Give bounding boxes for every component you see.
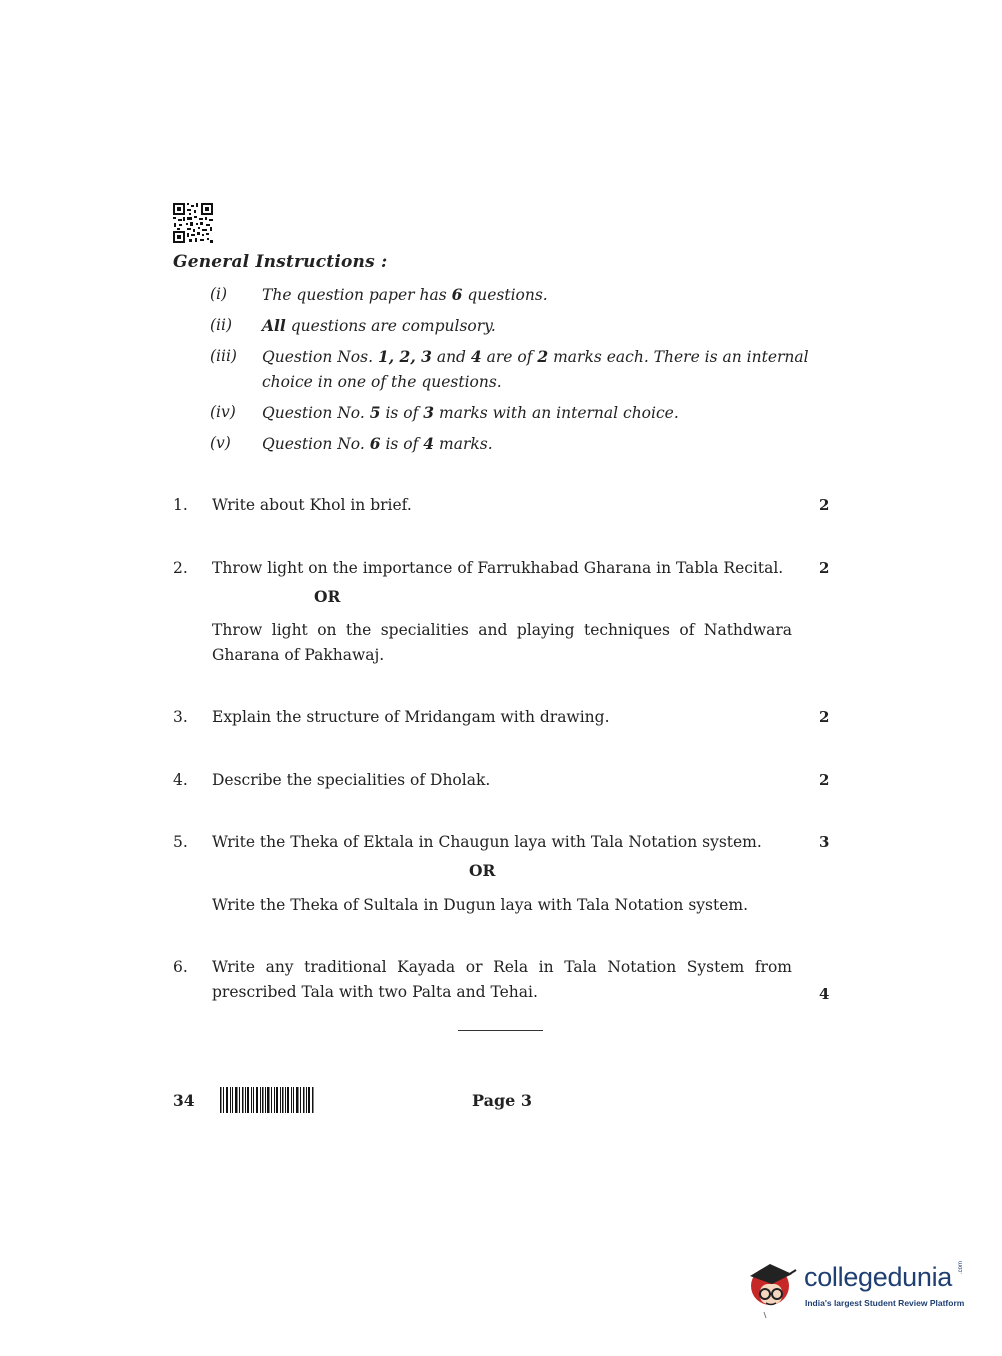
question-marks: 4 xyxy=(819,985,830,1003)
general-instructions-heading: General Instructions : xyxy=(173,252,388,272)
paper-code: 34 xyxy=(173,1091,195,1110)
emphasis-text: 6 xyxy=(451,285,463,304)
instruction-number: (i) xyxy=(210,285,228,303)
collegedunia-logo[interactable] xyxy=(742,1248,972,1320)
plain-text: Question Nos. xyxy=(262,348,378,366)
brand-tagline: India's largest Student Review Platform xyxy=(805,1298,965,1308)
end-of-paper-line xyxy=(458,1030,543,1031)
question-text: Explain the structure of Mridangam with drawing. xyxy=(212,708,610,726)
question-number: 4. xyxy=(173,771,188,789)
emphasis-text: 2 xyxy=(537,347,549,366)
question-number: 1. xyxy=(173,496,188,514)
question-number: 5. xyxy=(173,833,188,851)
emphasis-text: 1, 2, 3 xyxy=(377,347,432,366)
plain-text: questions are compulsory. xyxy=(285,317,496,335)
plain-text: and xyxy=(431,348,471,366)
page-number: Page 3 xyxy=(472,1091,533,1110)
or-separator: OR xyxy=(469,861,496,880)
emphasis-text: 6 xyxy=(369,434,381,453)
question-marks: 2 xyxy=(819,771,830,789)
question-number: 2. xyxy=(173,559,188,577)
instruction-text xyxy=(262,431,822,457)
question-text: Write about Khol in brief. xyxy=(212,496,412,514)
instruction-number: (iv) xyxy=(210,403,236,421)
plain-text: Question No. xyxy=(262,404,370,422)
question-number: 3. xyxy=(173,708,188,726)
question-alt-text: Write the Theka of Sultala in Dugun laya with Tala Notation system. xyxy=(212,896,749,914)
or-separator: OR xyxy=(314,587,341,606)
plain-text: marks. xyxy=(434,435,493,453)
plain-text: is of xyxy=(380,404,424,422)
question-text: Write the Theka of Ektala in Chaugun laya with Tala Notation system. xyxy=(212,833,762,851)
emphasis-text: 3 xyxy=(423,403,435,422)
question-text: Write any traditional Kayada or Rela in Tala Notation System from prescribed Tala with two Palta and Tehai. xyxy=(212,958,792,1001)
instruction-text xyxy=(262,313,822,339)
emphasis-text: 4 xyxy=(470,347,482,366)
plain-text: Question No. xyxy=(262,435,370,453)
instruction-number: (ii) xyxy=(210,316,233,334)
question-marks: 2 xyxy=(819,496,830,514)
barcode-icon xyxy=(220,1087,314,1113)
question-marks: 2 xyxy=(819,559,830,577)
plain-text: questions. xyxy=(462,286,548,304)
mascot-icon xyxy=(742,1248,804,1320)
instruction-text xyxy=(262,282,822,308)
plain-text: is of xyxy=(380,435,424,453)
instruction-number: (v) xyxy=(210,434,231,452)
emphasis-text: 4 xyxy=(423,434,435,453)
emphasis-text: All xyxy=(262,316,286,335)
question-marks: 3 xyxy=(819,833,830,851)
plain-text: marks with an internal choice. xyxy=(434,404,679,422)
instruction-text xyxy=(262,344,822,395)
question-text: Throw light on the importance of Farrukhabad Gharana in Tabla Recital. xyxy=(212,559,784,577)
brand-name: collegedunia xyxy=(804,1262,953,1292)
plain-text: are of xyxy=(481,348,538,366)
question-marks: 2 xyxy=(819,708,830,726)
question-alt-text: Throw light on the specialities and playing techniques of Nathdwara Gharana of Pakhawaj. xyxy=(212,621,792,664)
plain-text: The question paper has xyxy=(262,286,452,304)
emphasis-text: 5 xyxy=(369,403,381,422)
question-number: 6. xyxy=(173,958,188,976)
instruction-text xyxy=(262,400,822,426)
instruction-number: (iii) xyxy=(210,347,237,365)
brand-suffix: .com xyxy=(958,1260,964,1274)
qr-code-icon xyxy=(172,202,214,244)
plain-text: marks each. There is an internal choice in one of the questions. xyxy=(262,348,809,391)
question-text: Describe the specialities of Dholak. xyxy=(212,771,491,789)
